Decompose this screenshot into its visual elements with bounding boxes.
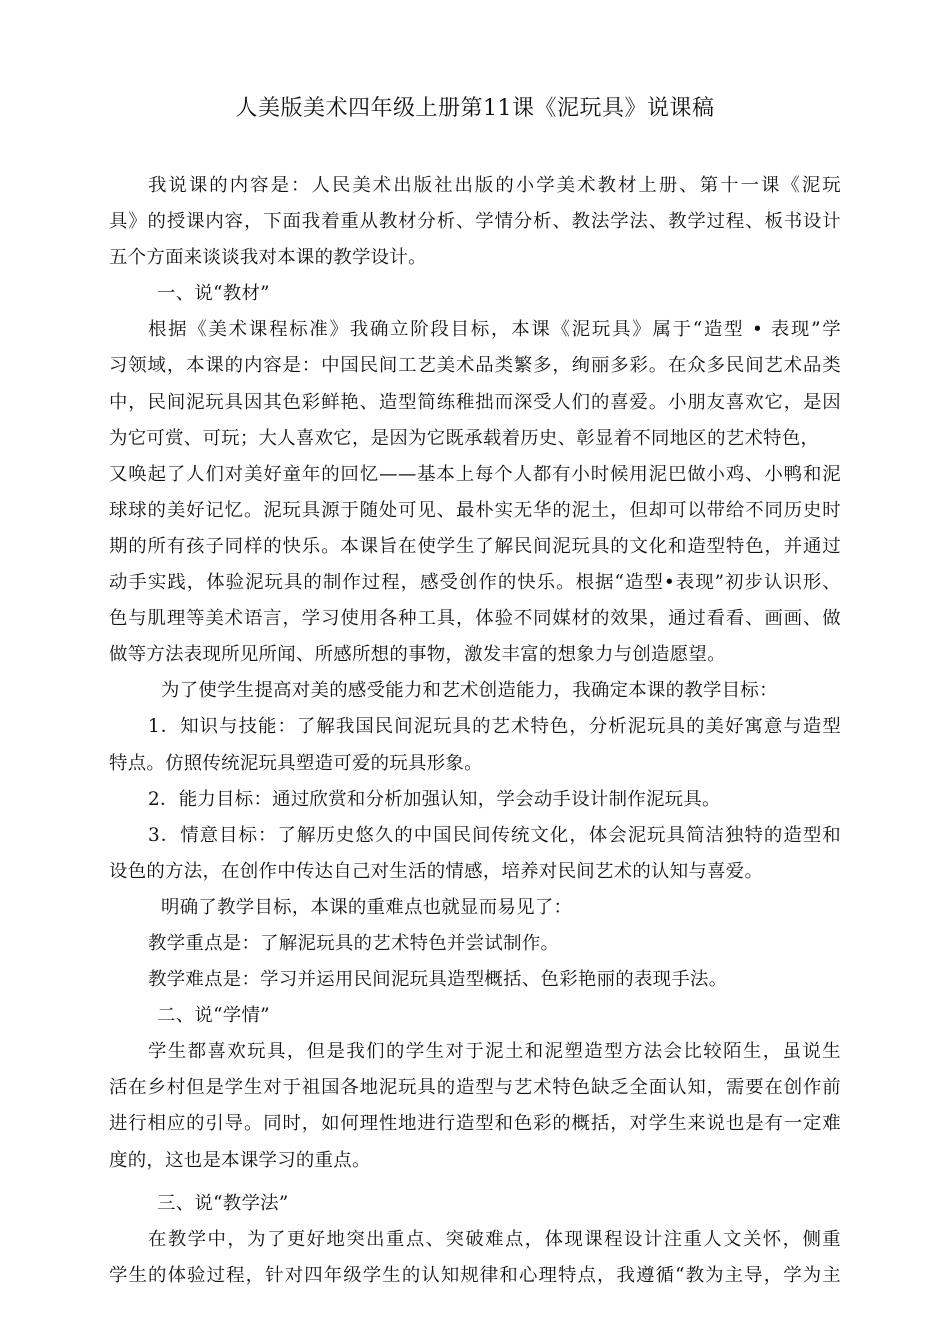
section2-line: 度的，这也是本课学习的重点。 [109, 1149, 371, 1171]
section1-line: 习领域，本课的内容是：中国民间工艺美术品类繁多，绚丽多彩。在众多民间艺术品类 [109, 355, 841, 377]
section2-line: 进行相应的引导。同时，如何理性地进行造型和色彩的概括，对学生来说也是有一定难 [109, 1113, 841, 1135]
section1-line: 根据《美术课程标准》我确立阶段目标，本课《泥玩具》属于“造型 • 表现”学 [148, 319, 841, 341]
section2-line: 活在乡村但是学生对于祖国各地泥玩具的造型与艺术特色缺乏全面认知，需要在创作前 [109, 1077, 841, 1099]
document-title: 人美版美术四年级上册第11课《泥玩具》说课稿 [235, 96, 715, 121]
section-heading-textbook: 一、说“教材” [157, 283, 270, 305]
difficult-point: 教学难点是：学习并运用民间泥玩具造型概括、色彩艳丽的表现手法。 [148, 969, 728, 991]
section1-line: 期的所有孩子同样的快乐。本课旨在使学生了解民间泥玩具的文化和造型特色，并通过 [109, 535, 841, 557]
goal-emotion-line: 设色的方法，在创作中传达自己对生活的情感，培养对民间艺术的认知与喜爱。 [109, 860, 764, 882]
goal-knowledge-line: 1．知识与技能：了解我国民间泥玩具的艺术特色，分析泥玩具的美好寓意与造型 [148, 716, 841, 738]
key-point: 教学重点是：了解泥玩具的艺术特色并尝试制作。 [148, 932, 560, 954]
section1-line: 色与肌理等美术语言，学习使用各种工具，体验不同媒材的效果，通过看看、画画、做 [109, 608, 841, 630]
goal-emotion-line: 3．情意目标：了解历史悠久的中国民间传统文化，体会泥玩具简洁独特的造型和 [148, 824, 841, 846]
section1-line: 球球的美好记忆。泥玩具源于随处可见、最朴实无华的泥土，但却可以带给不同历史时 [109, 499, 841, 521]
goal-knowledge-line: 特点。仿照传统泥玩具塑造可爱的玩具形象。 [109, 752, 483, 774]
goal-ability: 2．能力目标：通过欣赏和分析加强认知，学会动手设计制作泥玩具。 [148, 788, 721, 810]
section1-line: 动手实践，体验泥玩具的制作过程，感受创作的快乐。根据“造型•表现”初步认识形、 [109, 572, 841, 594]
focus-intro: 明确了教学目标，本课的重难点也就显而易见了： [161, 896, 573, 918]
intro-line: 具》的授课内容，下面我着重从教材分析、学情分析、教法学法、教学过程、板书设计 [109, 211, 841, 233]
goals-intro: 为了使学生提高对美的感受能力和艺术创造能力，我确定本课的教学目标： [161, 680, 778, 702]
section2-line: 学生都喜欢玩具，但是我们的学生对于泥土和泥塑造型方法会比较陌生，虽说生 [148, 1041, 841, 1063]
document-body [109, 168, 841, 1294]
section3-line: 在教学中，为了更好地突出重点、突破难点，体现课程设计注重人文关怀，侧重 [148, 1228, 841, 1250]
intro-line: 五个方面来谈谈我对本课的教学设计。 [109, 247, 427, 269]
section1-line: 做等方法表现所见所闻、所感所想的事物，激发丰富的想象力与创造愿望。 [109, 644, 726, 666]
section3-line: 学生的体验过程，针对四年级学生的认知规律和心理特点，我遵循“教为主导，学为主 [109, 1264, 841, 1286]
section1-line: 又唤起了人们对美好童年的回忆——基本上每个人都有小时候用泥巴做小鸡、小鸭和泥 [109, 463, 841, 485]
section1-line: 为它可赏、可玩；大人喜欢它，是因为它既承载着历史、彰显着不同地区的艺术特色， [109, 427, 820, 449]
intro-line: 我说课的内容是：人民美术出版社出版的小学美术教材上册、第十一课《泥玩 [148, 175, 841, 196]
section-heading-methods: 三、说“教学法” [157, 1192, 289, 1214]
section-heading-students: 二、说“学情” [157, 1005, 270, 1027]
section1-line: 中，民间泥玩具因其色彩鲜艳、造型简练稚拙而深受人们的喜爱。小朋友喜欢它，是因 [109, 391, 841, 413]
